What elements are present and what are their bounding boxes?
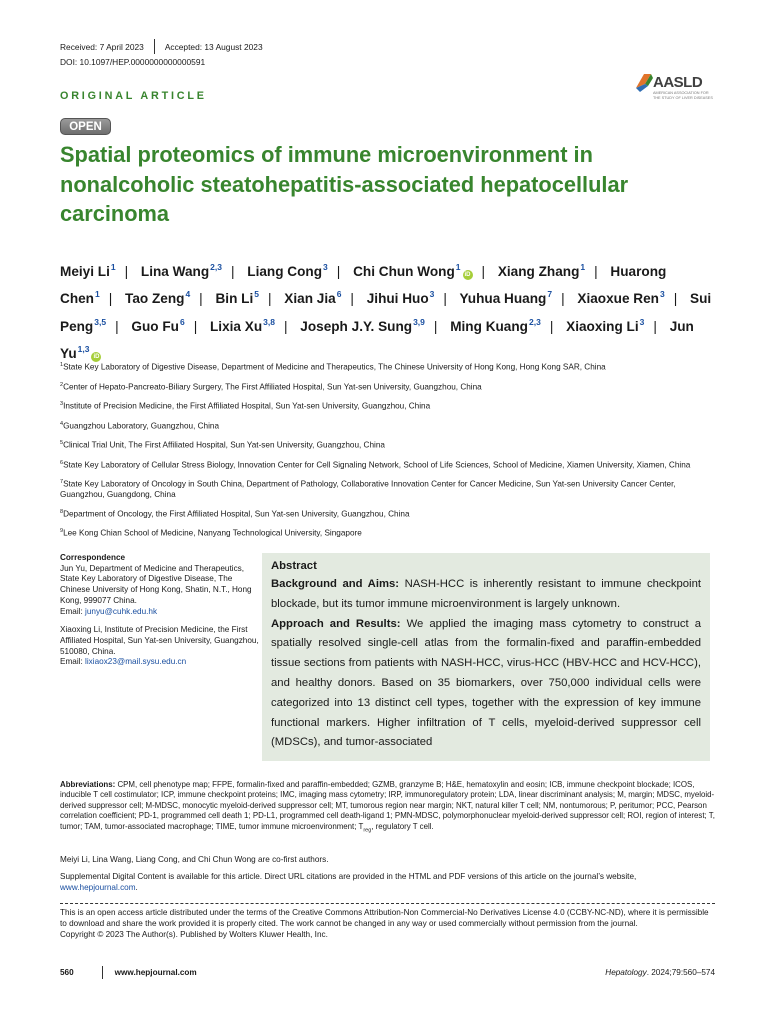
affiliation-number: 6 [60,459,64,466]
correspondence-person-1: Jun Yu, Department of Medicine and Therapeutics, State Key Laboratory of Digestive Disease, The Chinese University of Hong Kong, Shatin, N.T., Hong Kong, 999077 China. [60,563,252,605]
citation-detail: . 2024;79:560–574 [646,968,715,977]
page-footer [60,966,715,979]
journal-website-link[interactable]: www.hepjournal.com [60,883,136,892]
affiliation-text: Center of Hepato-Pancreato-Biliary Surgery, The First Affiliated Hospital, Sun Yat-sen University, Guangzhou, China [63,382,482,392]
author-name: Xiaoxue Ren [577,291,659,307]
author-separator: | [115,318,119,334]
correspondence [60,553,260,668]
abbreviations [60,780,715,836]
open-access-badge: OPEN [60,118,111,135]
author-name: Guo Fu [131,318,179,334]
supplemental-text: Supplemental Digital Content is available for this article. Direct URL citations are provided in the HTML and PDF versions of this article on the journal’s website, [60,872,637,881]
author-separator: | [433,318,438,334]
correspondence-person-2: Xiaoxing Li, Institute of Precision Medicine, the First Affiliated Hospital, Sun Yat-sen University, Guangzhou, 510080, China. [60,625,259,656]
supplemental-note [60,871,715,893]
author-name: Meiyi Li [60,264,110,279]
author-name: Xiang Zhang [497,264,580,279]
abstract-approach [271,615,701,754]
affiliation-item [60,458,715,471]
correspondence-heading: Correspondence [60,553,126,562]
author-name: Huarong Chen [60,264,667,307]
article-dates [60,39,263,54]
author-separator: | [336,264,341,279]
author-name: Yuhua Huang [459,291,547,307]
orcid-icon[interactable]: iD [464,272,471,278]
author-separator: | [653,318,657,334]
affiliation-item [60,360,715,373]
copyright: Copyright © 2023 The Author(s). Published by Wolters Kluwer Health, Inc. [60,929,328,939]
author-name: Jihui Huo [366,291,429,307]
affiliation-number: 3 [60,401,64,408]
affiliation-number: 1 [60,362,64,368]
affiliation-text: State Key Laboratory of Oncology in South China, Department of Pathology, Collaborative Innovation Center for Cancer Medicine, Sun Yat-sen University Cancer Center, Guangzhou, Guangdong, China [60,479,676,500]
affiliation-number: 9 [60,528,64,535]
author-name: Sui Peng [60,291,712,334]
article-type: ORIGINAL ARTICLE [60,90,207,102]
footer-site: www.hepjournal.com [114,968,197,977]
author-separator: | [230,264,235,279]
article-title: Spatial proteomics of immune microenvironment in nonalcoholic steatohepatitis-associated hepatocellular carcinoma [60,142,629,226]
affiliation-number: 7 [60,479,64,486]
author-name: Chi Chun Wong [353,264,455,279]
affiliation-number: 2 [60,381,64,388]
author-affiliation-sup: 4 [185,289,191,300]
affiliation-item [60,399,715,412]
abbreviations-tail: , regulatory T cell. [371,821,434,831]
aasld-logo-subtext: AMERICAN ASSOCIATION FOR THE STUDY OF LIVER DISEASES [653,91,713,100]
author-affiliation-sup: 3 [659,289,665,300]
correspondence-email-2-row [60,657,260,668]
affiliation-text: Department of Oncology, the First Affiliated Hospital, Sun Yat-sen University, Guangzhou, China [63,509,410,519]
affiliation-item [60,507,715,520]
page-number: 560 [60,968,74,977]
approach-text: We applied the imaging mass cytometry to construct a spatially resolved single-cell atlas from the formalin-fixed and paraffin-embedded tissue sections from patients with NASH-HCC, virus-HCC (HBV-HCC and HCV-HCC), and healthy donors. Based on 35 biomarkers, over 750,000 individual cells were categorized into 13 distinct cell types, together with the expression of key immune functional markers. Higher infiltration of T cells, myeloid-derived suppressor cell (MDSCs), and tumor-associated [271,617,702,749]
author-affiliation-sup: 2,3 [528,316,541,327]
author-separator: | [283,318,288,334]
background-label: Background and Aims: [271,578,400,590]
received-date: Received: 7 April 2023 [60,41,144,52]
affiliation-item [60,438,715,451]
abstract-box [262,553,710,761]
author-name: Lixia Xu [210,318,263,334]
background-text: NASH-HCC is inherently resistant to immune checkpoint blockade, but its tumor immune microenvironment is largely unknown. [271,578,701,610]
affiliation-text: Guangzhou Laboratory, Guangzhou, China [63,421,220,431]
author-separator: | [199,291,203,307]
email-label: Email: [60,606,86,616]
abbreviations-text: CPM, cell phenotype map; FFPE, formalin-fixed and paraffin-embedded; GZMB, granzyme B; H&E, hematoxylin and eosin; ICB, immune checkpoint blockade; ICOS, inducible T cell costimulator; ICP, immune checkpoint proteins; IMC, imaging mass cytometry; IRP, immunoregulatory protein; LDA, linear discriminant analysis; M, margin; MDSC, myeloid-derived suppressor cell; M-MDSC, monocytic myeloid-derived suppressor cell; MT, tumorous region near margin; NKT, natural killer T cell; NM, nontumorous; P, peritumor; PCC, Pearson correlation coefficient; PD-1, programmed cell death 1; PD-L1, programmed cell death-ligand 1; PMN-MDSC, polymorphonuclear myeloid-derived suppressor cell; ROI, region of interest; T, tumor; TAM, tumor-associated macrophage; TIME, tumor immune microenvironment; T [60,780,715,831]
co-first-authors-note: Meiyi Li, Lina Wang, Liang Cong, and Chi Chun Wong are co-first authors. [60,855,329,864]
author-affiliation-sup: 3,9 [413,316,425,327]
affiliation-item [60,477,715,500]
author-separator: | [350,291,354,307]
author-name: Lina Wang [140,264,210,279]
author-separator: | [193,318,198,334]
author-separator: | [481,264,486,279]
doi: DOI: 10.1097/HEP.0000000000000591 [60,57,206,67]
author-name: Xiaoxing Li [566,318,639,334]
orcid-icon[interactable]: iD [93,354,100,361]
author-separator: | [124,264,129,279]
author-name: Jun Yu [60,318,694,362]
affiliations [60,360,715,546]
email-label: Email: [60,657,86,667]
author-affiliation-sup: 5 [254,289,259,300]
author-name: Ming Kuang [450,318,528,334]
author-affiliation-sup: 3 [639,316,645,327]
author-affiliation-sup: 3,5 [94,316,107,327]
email-link-2[interactable]: lixiaox23@mail.sysu.edu.cn [85,657,187,667]
footer-citation [605,968,715,977]
affiliation-text: State Key Laboratory of Cellular Stress Biology, Innovation Center for Cell Signaling Network, School of Life Sciences, School of Medicine, Xiamen University, Xiamen, China [63,460,691,470]
abstract-background [271,575,701,615]
author-separator: | [267,291,272,307]
author-name: Liang Cong [247,264,323,279]
author-separator: | [561,291,565,307]
author-list [60,256,720,366]
affiliation-number: 4 [60,420,64,427]
author-separator: | [594,264,598,279]
affiliation-item [60,419,715,432]
affiliation-text: Institute of Precision Medicine, the First Affiliated Hospital, Sun Yat-sen University, Guangzhou, China [63,401,431,411]
author-affiliation-sup: 1 [110,262,116,272]
author-affiliation-sup: 6 [336,289,342,300]
approach-label: Approach and Results: [271,617,401,630]
author-name: Bin Li [215,291,254,307]
affiliation-text: Clinical Trial Unit, The First Affiliated Hospital, Sun Yat-sen University, Guangzhou, China [63,440,385,450]
treg-subscript: reg [363,827,372,834]
author-name: Joseph J.Y. Sung [300,318,413,334]
email-link-1[interactable]: junyu@cuhk.edu.hk [85,606,158,616]
affiliation-number: 5 [60,440,64,447]
author-affiliation-sup: 1 [455,262,461,272]
author-affiliation-sup: 7 [547,289,553,300]
supplemental-end: . [135,883,138,892]
author-affiliation-sup: 3 [323,262,328,272]
author-affiliation-sup: 2,3 [210,262,222,272]
author-separator: | [108,291,113,307]
license-text: This is an open access article distributed under the terms of the Creative Commons Attribution-Non Commercial-No Derivatives License 4.0 (CCBY-NC-ND), where it is permissible to download and share the work provided it is properly cited. The work cannot be changed in any way or used commercially without permission from the journal. [60,908,709,928]
author-affiliation-sup: 1,3 [77,344,90,355]
author-separator: | [549,318,554,334]
abstract-heading: Abstract [271,560,317,572]
author-affiliation-sup: 3,8 [263,316,275,327]
affiliation-text: State Key Laboratory of Digestive Disease, Department of Medicine and Therapeutics, The Chinese University of Hong Kong, Hong Kong SAR, China [63,362,606,372]
author-affiliation-sup: 3 [429,289,435,300]
abbreviations-label: Abbreviations: [60,780,116,789]
author-name: Xian Jia [284,291,336,307]
accepted-date: Accepted: 13 August 2023 [164,41,263,52]
journal-name: Hepatology [605,968,647,977]
affiliation-item [60,526,715,539]
license-note [60,908,715,940]
author-separator: | [443,291,447,307]
affiliation-item [60,380,715,393]
dashed-divider [60,903,715,904]
affiliation-text: Lee Kong Chian School of Medicine, Nanyang Technological University, Singapore [63,529,362,539]
author-affiliation-sup: 1 [580,262,586,272]
affiliation-number: 8 [60,508,64,515]
author-name: Tao Zeng [125,291,185,307]
author-separator: | [673,291,678,307]
date-separator [154,39,155,54]
correspondence-email-1-row [60,607,260,618]
author-affiliation-sup: 1 [94,289,100,300]
footer-separator [102,966,103,979]
author-affiliation-sup: 6 [179,316,185,327]
aasld-logo-text: AASLD [653,74,703,91]
